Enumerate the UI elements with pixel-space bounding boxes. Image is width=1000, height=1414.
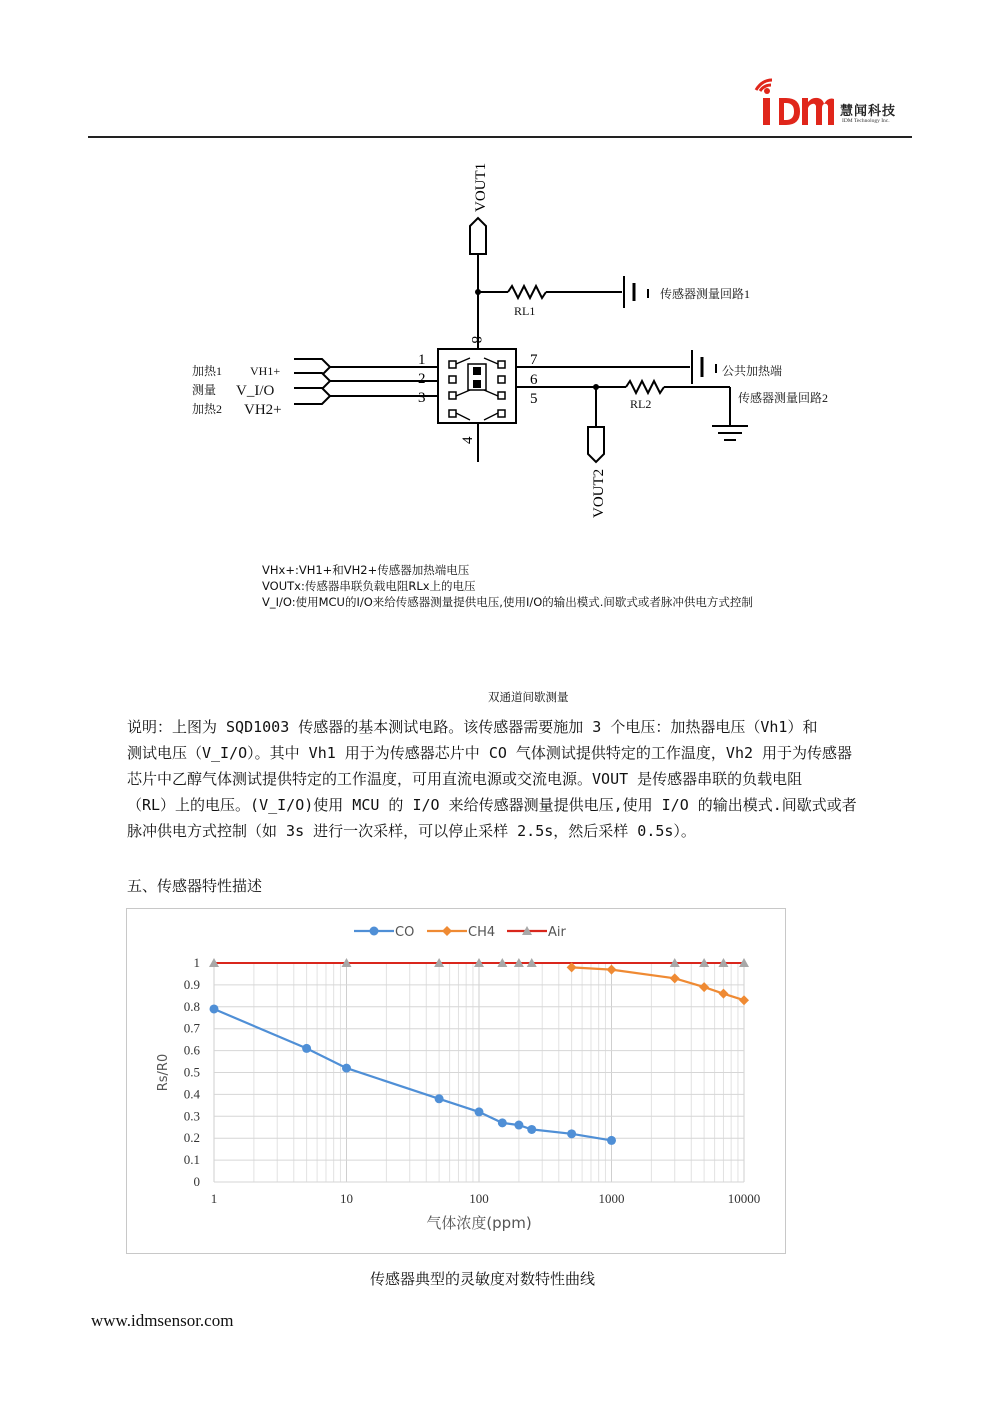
left-label-heat1: 加热1	[192, 364, 223, 378]
series-line-ch4	[572, 967, 744, 1000]
loop2-label: 传感器测量回路2	[738, 391, 829, 405]
y-tick-label: 0.1	[183, 1152, 200, 1168]
data-point-co	[607, 1136, 616, 1145]
x-axis-title: 气体浓度(ppm)	[426, 1214, 532, 1232]
x-tick-label: 1	[210, 1191, 218, 1206]
pin-5: 5	[530, 391, 538, 407]
x-tick-label: 10000	[727, 1191, 761, 1206]
description-line: 说明：上图为 SQD1003 传感器的基本测试电路。该传感器需要施加 3 个电压：加热器电压（Vh1）和	[127, 718, 818, 736]
y-tick-label: 1	[193, 955, 200, 970]
data-point-ch4	[670, 973, 680, 983]
pin-8: 8	[468, 336, 484, 344]
circuit-notes	[262, 562, 753, 610]
company-name-en: IDM Technology Inc.	[842, 118, 890, 124]
data-point-co	[514, 1121, 523, 1130]
note-line: VHx+:VH1+和VH2+传感器加热端电压	[262, 563, 470, 577]
left-label-measure: 测量	[192, 383, 217, 397]
description-paragraph	[127, 714, 917, 844]
y-tick-label: 0.7	[183, 1020, 200, 1036]
data-point-co	[210, 1004, 219, 1013]
vout2-label: VOUT2	[591, 468, 607, 518]
data-point-ch4	[699, 982, 709, 992]
data-point-co	[435, 1094, 444, 1103]
y-axis-title: Rs/R0	[156, 1053, 171, 1092]
y-tick-label: 0.5	[183, 1064, 200, 1080]
data-point-co	[370, 927, 379, 936]
rl1-label: RL1	[514, 304, 536, 318]
data-point-co	[342, 1064, 351, 1073]
legend-label-air: Air	[548, 925, 566, 940]
figure-caption: 传感器典型的灵敏度对数特性曲线	[370, 1270, 596, 1288]
data-point-co	[567, 1129, 576, 1138]
sensitivity-chart	[126, 908, 786, 1254]
y-tick-label: 0.8	[183, 998, 200, 1014]
left-signal-vio: V_I/O	[236, 383, 275, 399]
x-tick-label: 1000	[598, 1191, 625, 1206]
pin-4: 4	[460, 436, 476, 444]
footer-url[interactable]: www.idmsensor.com	[91, 1311, 234, 1330]
logo-mark-icon	[752, 76, 834, 130]
y-tick-label: 0.9	[183, 976, 200, 992]
description-line: （RL）上的电压。(V_I/O)使用 MCU 的 I/O 来给传感器测量提供电压,使用 I/O 的输出模式.间歇式或者	[127, 796, 857, 814]
y-tick-label: 0.6	[183, 1042, 200, 1058]
description-line: 脉冲供电方式控制（如 3s 进行一次采样，可以停止采样 2.5s，然后采样 0.5s）。	[127, 822, 696, 840]
description-line: 测试电压（V_I/O）。其中 Vh1 用于为传感器芯片中 CO 气体测试提供特定的工作温度，Vh2 用于为传感器	[127, 744, 853, 762]
data-point-co	[302, 1044, 311, 1053]
y-tick-label: 0	[193, 1174, 200, 1189]
loop1-label: 传感器测量回路1	[660, 287, 751, 301]
y-tick-label: 0.4	[183, 1086, 200, 1102]
data-point-ch4	[718, 989, 728, 999]
description-line: 芯片中乙醇气体测试提供特定的工作温度，可用直流电源或交流电源。VOUT 是传感器串联的负载电阻	[127, 770, 803, 788]
x-tick-label: 10	[340, 1191, 353, 1206]
pin-2: 2	[418, 371, 426, 387]
data-point-ch4	[739, 995, 749, 1005]
pin-6: 6	[530, 372, 538, 388]
company-logo	[752, 76, 912, 132]
vout2-connector	[588, 427, 604, 462]
x-tick-label: 100	[469, 1191, 489, 1206]
rl1-resistor	[508, 286, 546, 298]
circuit-caption: 双通道间歇测量	[488, 690, 569, 704]
pin-7: 7	[530, 352, 538, 368]
header-rule	[88, 136, 912, 138]
common-heat-label: 公共加热端	[722, 364, 783, 378]
y-tick-label: 0.2	[183, 1130, 200, 1146]
rl2-label: RL2	[630, 397, 652, 411]
circuit-diagram	[0, 150, 1000, 530]
note-line: V_I/O:使用MCU的I/O来给传感器测量提供电压,使用I/O的输出模式.间歇式或者脉冲供电方式控制	[262, 595, 753, 609]
company-name-cn: 慧闻科技	[840, 104, 897, 119]
left-label-heat2: 加热2	[192, 402, 223, 416]
chart-svg	[127, 909, 785, 1253]
pin-3: 3	[418, 390, 426, 406]
data-point-co	[475, 1107, 484, 1116]
y-tick-label: 0.3	[183, 1108, 200, 1124]
left-signal-vh2: VH2+	[244, 402, 282, 418]
section-title: 五、传感器特性描述	[127, 877, 263, 895]
left-signal-vh1: VH1+	[250, 364, 281, 378]
rl2-resistor	[626, 381, 664, 393]
vout1-connector	[470, 218, 486, 254]
data-point-co	[527, 1125, 536, 1134]
legend-label-co: CO	[395, 925, 415, 940]
note-line: VOUTx:传感器串联负载电阻RLx上的电压	[262, 579, 476, 593]
legend-label-ch4: CH4	[468, 925, 496, 940]
data-point-ch4	[442, 926, 452, 936]
data-point-co	[498, 1118, 507, 1127]
data-point-ch4	[607, 965, 617, 975]
vout1-label: VOUT1	[473, 162, 489, 212]
pin-1: 1	[418, 352, 426, 368]
